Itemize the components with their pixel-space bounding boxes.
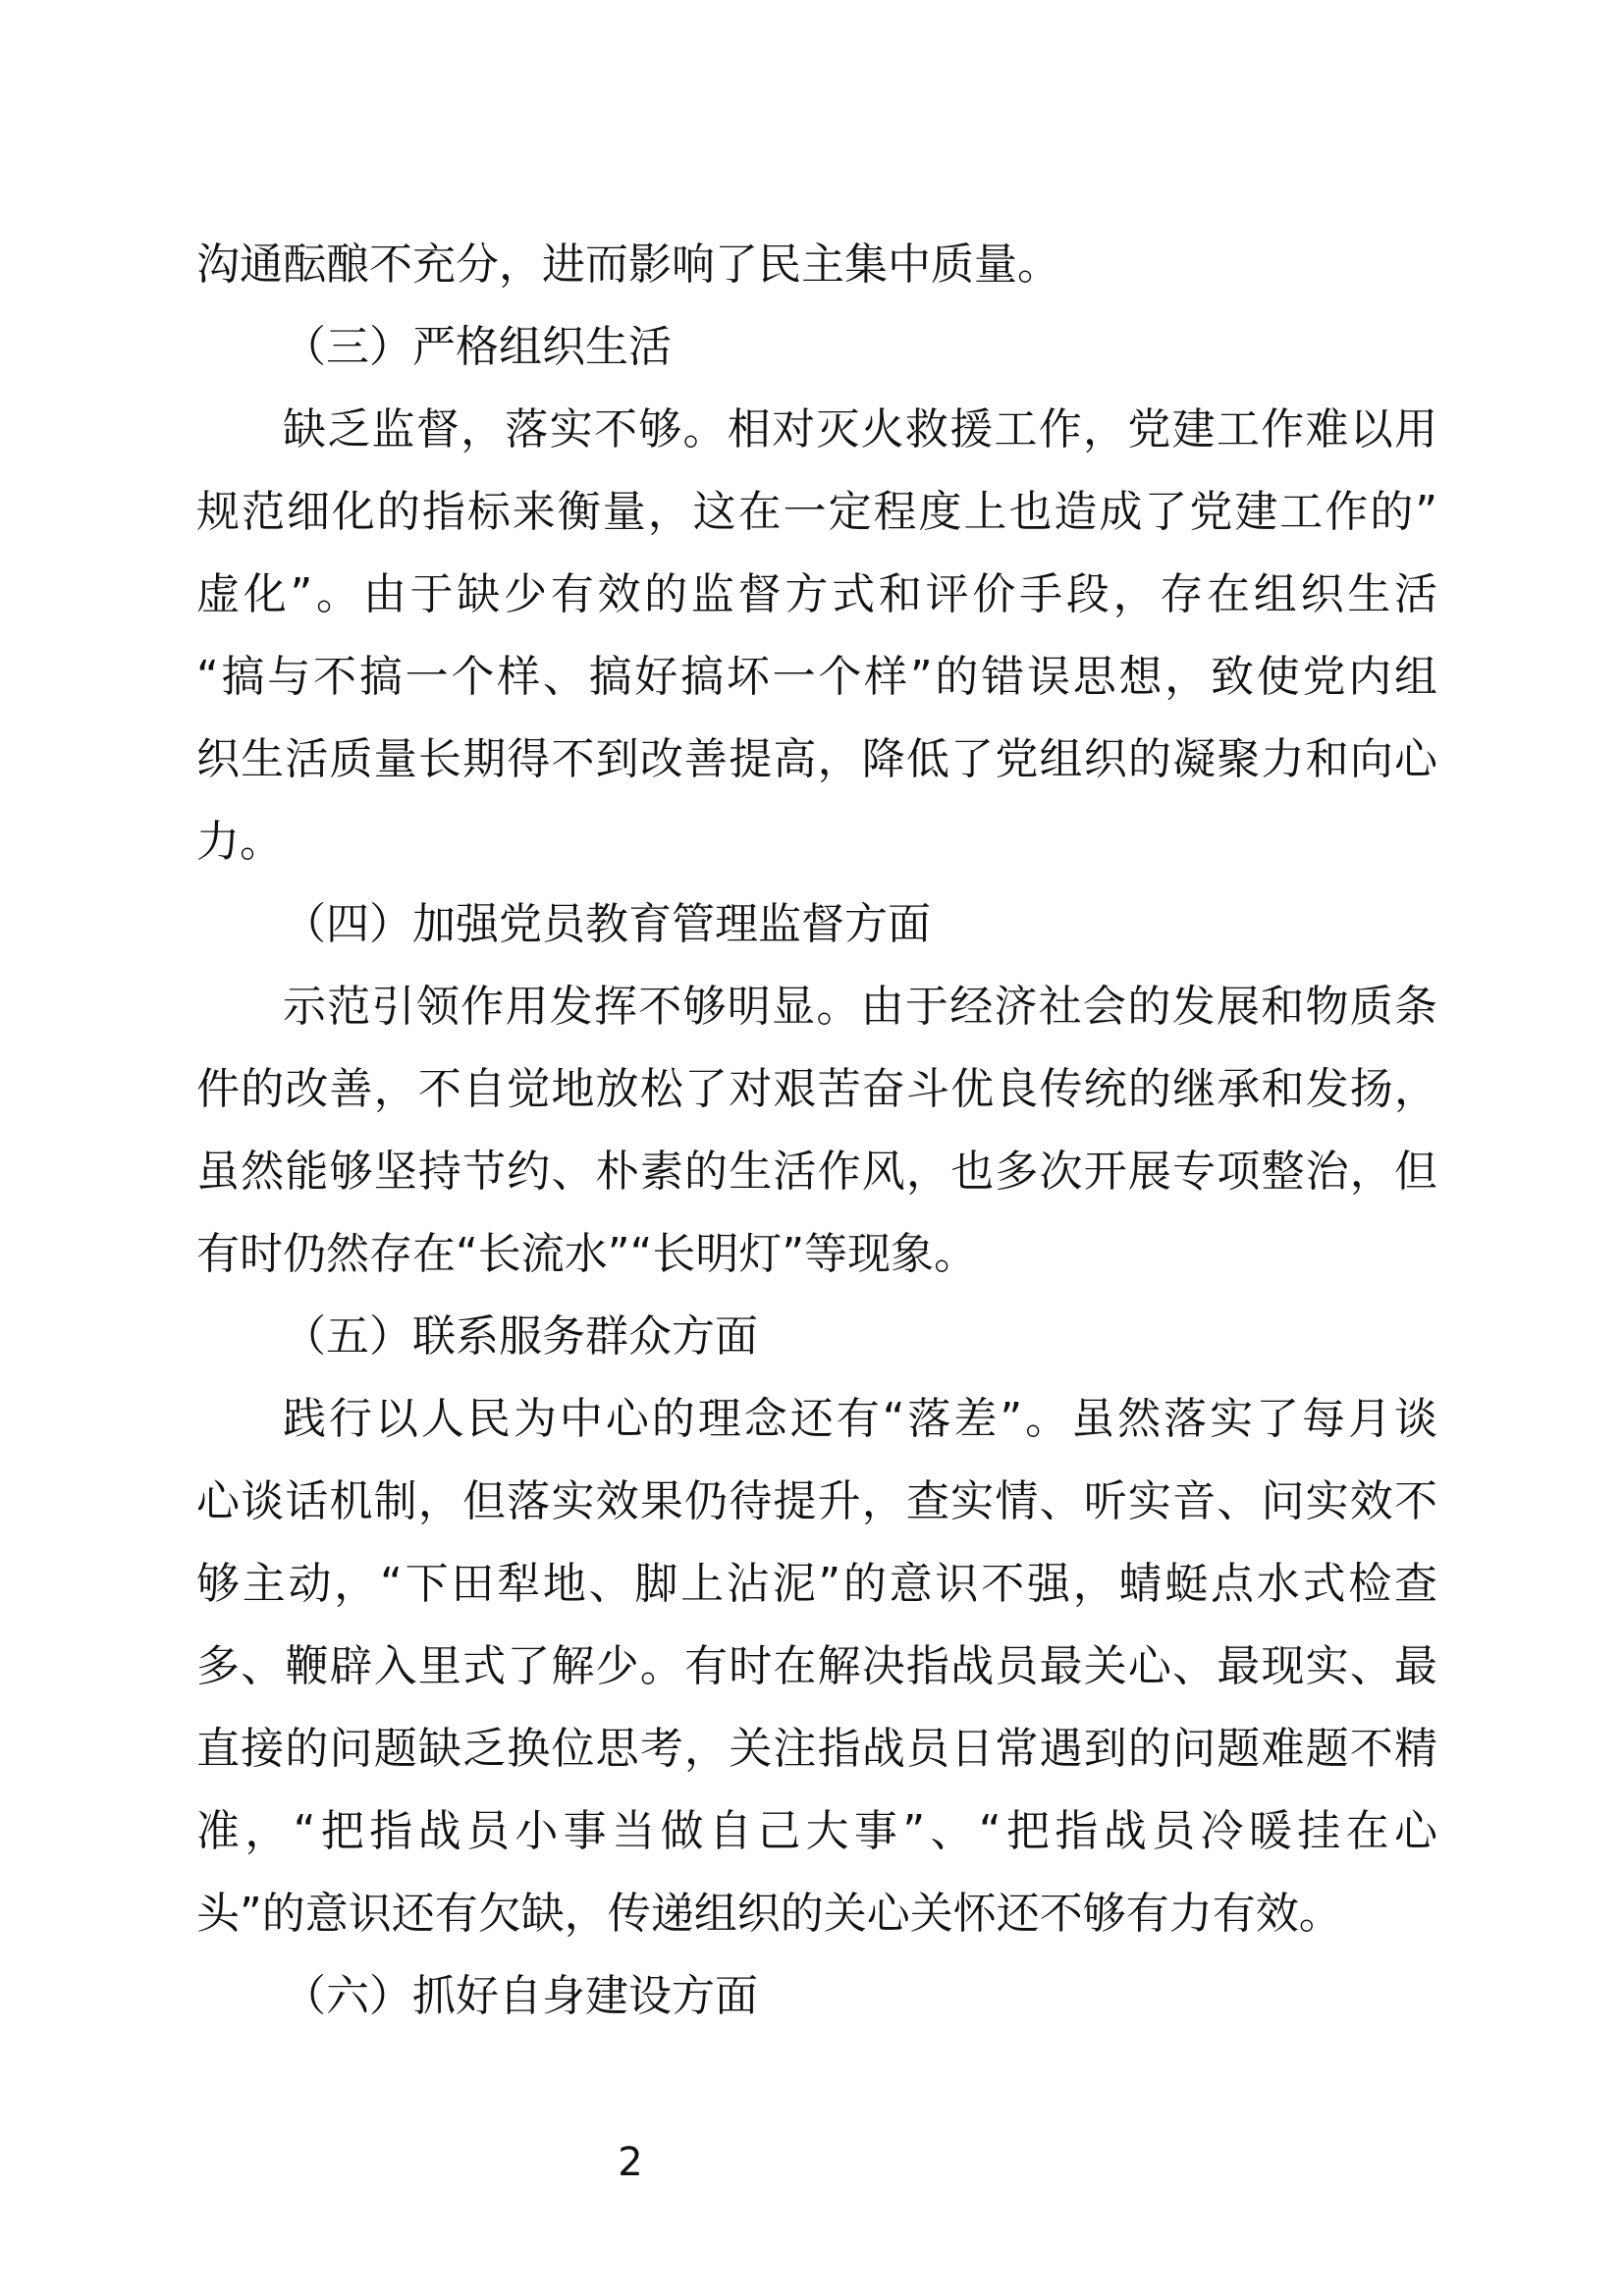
paragraph-line: 多、鞭辟入里式了解少。有时在解决指战员最关心、最现实、最 <box>196 1641 1437 1691</box>
document-body <box>196 224 1437 2038</box>
paragraph-line: 心谈话机制，但落实效果仍待提升，查实情、听实音、问实效不 <box>196 1476 1437 1526</box>
paragraph-line: 缺乏监督，落实不够。相对灭火救援工作，党建工作难以用 <box>283 404 1437 454</box>
paragraph <box>196 966 1437 1296</box>
paragraph-line: 虽然能够坚持节约、朴素的生活作风，也多次开展专项整治，但 <box>196 1147 1437 1197</box>
paragraph <box>196 389 1437 883</box>
paragraph-line: 织生活质量长期得不到改善提高，降低了党组织的凝聚力和向心 <box>196 734 1437 784</box>
section-heading: （四）加强党员教育管理监督方面 <box>283 899 931 949</box>
paragraph-line: 规范细化的指标来衡量，这在一定程度上也造成了党建工作的” <box>196 487 1437 537</box>
paragraph-line: 示范引领作用发挥不够明显。由于经济社会的发展和物质条 <box>283 982 1437 1032</box>
paragraph <box>196 1378 1437 1955</box>
paragraph-line: 准，“把指战员小事当做自己大事”、“把指战员冷暖挂在心 <box>196 1806 1437 1856</box>
paragraph <box>196 224 1437 306</box>
paragraph-line: “搞与不搞一个样、搞好搞坏一个样”的错误思想，致使党内组 <box>196 652 1437 702</box>
page-number: 2 <box>618 2140 643 2185</box>
paragraph-line: 直接的问题缺乏换位思考，关注指战员日常遇到的问题难题不精 <box>196 1724 1437 1774</box>
paragraph-line: 践行以人民为中心的理念还有“落差”。虽然落实了每月谈 <box>283 1394 1437 1444</box>
paragraph-line: 件的改善，不自觉地放松了对艰苦奋斗优良传统的继承和发扬， <box>196 1064 1437 1114</box>
paragraph-line: 力。 <box>196 817 283 867</box>
section-heading: （六）抓好自身建设方面 <box>283 1971 758 2021</box>
paragraph-line: 头”的意识还有欠缺，传递组织的关心关怀还不够有力有效。 <box>196 1889 1342 1939</box>
paragraph-line: 够主动，“下田犁地、脚上沾泥”的意识不强，蜻蜓点水式检查 <box>196 1559 1437 1609</box>
paragraph-line: 虚化”。由于缺少有效的监督方式和评价手段，存在组织生活 <box>196 569 1437 619</box>
section-heading: （五）联系服务群众方面 <box>283 1311 758 1362</box>
paragraph-line: 沟通酝酿不充分，进而影响了民主集中质量。 <box>196 240 1060 290</box>
section-heading: （三）严格组织生活 <box>283 322 672 372</box>
paragraph-line: 有时仍然存在“长流水”“长明灯”等现象。 <box>196 1229 978 1279</box>
